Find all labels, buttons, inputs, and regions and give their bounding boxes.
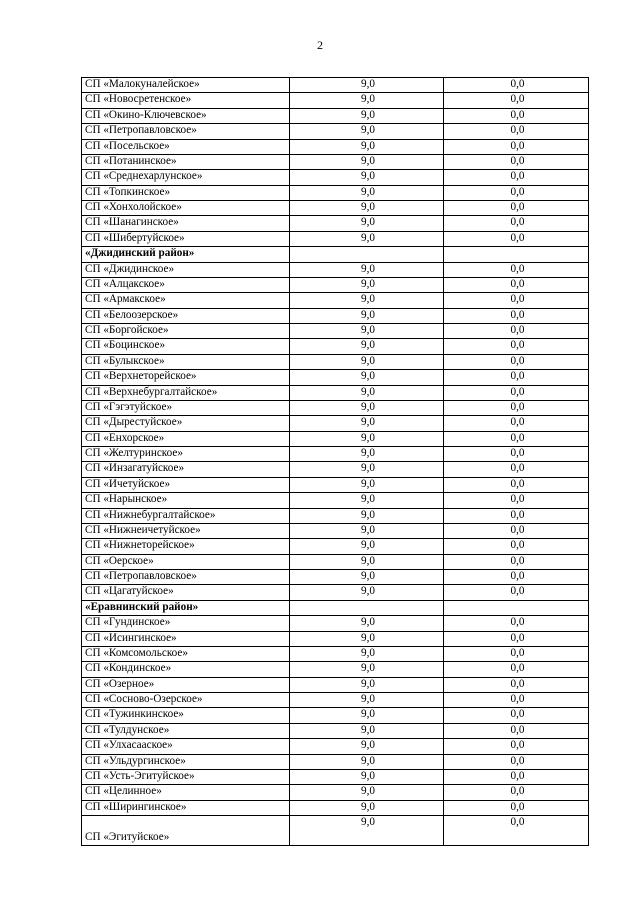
value-2-cell: 0,0 [444,662,589,677]
value-1-cell: 9,0 [290,170,444,185]
value-1-cell: 9,0 [290,816,444,846]
value-2-cell: 0,0 [444,385,589,400]
table-row [82,324,589,339]
table-row [82,769,589,784]
table-row [82,139,589,154]
value-1-cell: 9,0 [290,293,444,308]
value-2-cell: 0,0 [444,570,589,585]
value-2-cell: 0,0 [444,677,589,692]
settlement-name-cell: СП «Кондинское» [82,662,290,677]
settlement-name-cell: СП «Нижнеторейское» [82,539,290,554]
table-row [82,677,589,692]
value-1-cell: 9,0 [290,462,444,477]
value-2-cell: 0,0 [444,170,589,185]
value-1-cell: 9,0 [290,554,444,569]
settlement-name-cell: СП «Боцинское» [82,339,290,354]
value-1-cell: 9,0 [290,662,444,677]
settlement-name-cell: СП «Потанинское» [82,154,290,169]
value-1-cell: 9,0 [290,324,444,339]
settlement-name-cell: СП «Петропавловское» [82,124,290,139]
settlement-name-cell: СП «Окино-Ключевское» [82,108,290,123]
settlement-name-cell: СП «Боргойское» [82,324,290,339]
value-1-cell: 9,0 [290,354,444,369]
settlement-name-cell: СП «Исингинское» [82,631,290,646]
table-row [82,185,589,200]
value-1-cell: 9,0 [290,769,444,784]
settlement-name-cell: СП «Оерское» [82,554,290,569]
settlement-name-cell: СП «Ульдургинское» [82,754,290,769]
settlement-name-cell: СП «Нарынское» [82,493,290,508]
table-row [82,293,589,308]
settlement-name-cell: СП «Енхорское» [82,431,290,446]
value-1-cell: 9,0 [290,93,444,108]
value-1-cell: 9,0 [290,677,444,692]
settlement-name-cell: СП «Озерное» [82,677,290,692]
value-2-cell: 0,0 [444,400,589,415]
value-2-cell: 0,0 [444,293,589,308]
value-2-cell: 0,0 [444,108,589,123]
value-2-cell: 0,0 [444,231,589,246]
value-1-cell: 9,0 [290,616,444,631]
settlement-name-cell: СП «Верхнебургалтайское» [82,385,290,400]
value-2-cell: 0,0 [444,631,589,646]
table-row [82,154,589,169]
value-1-cell: 9,0 [290,754,444,769]
settlement-name-cell: СП «Тужинкинское» [82,708,290,723]
value-2-cell: 0,0 [444,739,589,754]
table-row [82,231,589,246]
value-1-cell: 9,0 [290,154,444,169]
value-2-cell: 0,0 [444,816,589,846]
value-2-cell: 0,0 [444,493,589,508]
value-2-cell: 0,0 [444,800,589,815]
value-2-cell: 0,0 [444,754,589,769]
table-row [82,539,589,554]
settlement-name-cell: СП «Эгитуйское» [82,816,290,846]
value-1-cell: 9,0 [290,124,444,139]
table-row [82,124,589,139]
value-1-cell: 9,0 [290,262,444,277]
table-row [82,370,589,385]
value-1-cell: 9,0 [290,739,444,754]
value-1-cell: 9,0 [290,277,444,292]
table-row [82,447,589,462]
value-2-cell: 0,0 [444,508,589,523]
settlement-name-cell: СП «Нижнеичетуйское» [82,523,290,538]
table-row [82,108,589,123]
value-2-cell: 0,0 [444,216,589,231]
value-1-cell: 9,0 [290,631,444,646]
value-1-cell: 9,0 [290,185,444,200]
settlement-name-cell: СП «Усть-Эгитуйское» [82,769,290,784]
settlement-name-cell: СП «Верхнеторейское» [82,370,290,385]
settlement-name-cell: СП «Шибертуйское» [82,231,290,246]
value-1-cell: 9,0 [290,785,444,800]
value-1-cell: 9,0 [290,708,444,723]
value-2-cell [444,600,589,615]
value-2-cell: 0,0 [444,769,589,784]
value-2-cell: 0,0 [444,785,589,800]
value-2-cell: 0,0 [444,539,589,554]
value-2-cell: 0,0 [444,523,589,538]
table-row [82,354,589,369]
value-2-cell: 0,0 [444,554,589,569]
value-2-cell: 0,0 [444,708,589,723]
value-1-cell: 9,0 [290,308,444,323]
value-2-cell: 0,0 [444,201,589,216]
value-2-cell: 0,0 [444,723,589,738]
value-2-cell: 0,0 [444,154,589,169]
settlement-name-cell: СП «Дырестуйское» [82,416,290,431]
settlement-name-cell: СП «Джидинское» [82,262,290,277]
table-row [82,739,589,754]
settlement-name-cell: СП «Новосретенское» [82,93,290,108]
settlement-name-cell: СП «Ичетуйское» [82,477,290,492]
value-2-cell: 0,0 [444,462,589,477]
value-1-cell: 9,0 [290,231,444,246]
value-2-cell: 0,0 [444,324,589,339]
value-2-cell: 0,0 [444,646,589,661]
table-row [82,708,589,723]
settlement-name-cell: СП «Шанагинское» [82,216,290,231]
table-row [82,201,589,216]
settlement-name-cell: СП «Сосново-Озерское» [82,693,290,708]
settlements-rate-table [81,77,589,846]
value-2-cell: 0,0 [444,585,589,600]
settlement-name-cell: СП «Желтуринское» [82,447,290,462]
district-name-cell: «Еравнинский район» [82,600,290,615]
value-1-cell: 9,0 [290,539,444,554]
table-row [82,277,589,292]
value-1-cell: 9,0 [290,339,444,354]
value-2-cell: 0,0 [444,93,589,108]
settlement-name-cell: СП «Целинное» [82,785,290,800]
value-1-cell: 9,0 [290,493,444,508]
table-row [82,78,589,93]
value-2-cell: 0,0 [444,431,589,446]
table-row [82,216,589,231]
value-1-cell: 9,0 [290,370,444,385]
value-2-cell: 0,0 [444,277,589,292]
settlement-name-cell: СП «Армакское» [82,293,290,308]
value-2-cell: 0,0 [444,124,589,139]
table-row [82,477,589,492]
value-1-cell: 9,0 [290,508,444,523]
settlement-name-cell: СП «Петропавловское» [82,570,290,585]
table-row [82,631,589,646]
table-section-row [82,247,589,262]
value-1-cell: 9,0 [290,477,444,492]
settlement-name-cell: СП «Белоозерское» [82,308,290,323]
table-section-row [82,600,589,615]
table-row [82,339,589,354]
value-1-cell: 9,0 [290,216,444,231]
value-2-cell: 0,0 [444,308,589,323]
value-1-cell: 9,0 [290,431,444,446]
value-2-cell: 0,0 [444,693,589,708]
settlement-name-cell: СП «Булыкское» [82,354,290,369]
value-2-cell: 0,0 [444,185,589,200]
settlement-name-cell: СП «Топкинское» [82,185,290,200]
table-row [82,693,589,708]
table-row [82,431,589,446]
value-2-cell: 0,0 [444,416,589,431]
page-number: 2 [317,38,323,52]
settlement-name-cell: СП «Улхасаaское» [82,739,290,754]
settlement-name-cell: СП «Посельское» [82,139,290,154]
value-2-cell [444,247,589,262]
value-1-cell: 9,0 [290,78,444,93]
table-row [82,554,589,569]
value-1-cell: 9,0 [290,201,444,216]
table-row [82,170,589,185]
settlement-name-cell: СП «Алцакское» [82,277,290,292]
value-1-cell: 9,0 [290,570,444,585]
table-row [82,385,589,400]
table-row [82,523,589,538]
table-row [82,308,589,323]
district-name-cell: «Джидинский район» [82,247,290,262]
table-row [82,508,589,523]
value-2-cell: 0,0 [444,339,589,354]
value-1-cell: 9,0 [290,447,444,462]
table-row [82,646,589,661]
value-2-cell: 0,0 [444,262,589,277]
table-row [82,262,589,277]
value-1-cell: 9,0 [290,723,444,738]
table-row [82,754,589,769]
table-row [82,723,589,738]
value-1-cell: 9,0 [290,523,444,538]
value-1-cell: 9,0 [290,416,444,431]
value-2-cell: 0,0 [444,477,589,492]
table-row [82,93,589,108]
settlement-name-cell: СП «Гундинское» [82,616,290,631]
table-row [82,570,589,585]
value-2-cell: 0,0 [444,447,589,462]
table-row [82,785,589,800]
settlement-name-cell: СП «Хонхолойское» [82,201,290,216]
table-row [82,816,589,846]
settlement-name-cell: СП «Комсомольское» [82,646,290,661]
value-2-cell: 0,0 [444,78,589,93]
value-2-cell: 0,0 [444,370,589,385]
value-2-cell: 0,0 [444,616,589,631]
settlement-name-cell: СП «Ширингинское» [82,800,290,815]
value-2-cell: 0,0 [444,354,589,369]
settlement-name-cell: СП «Тулдунское» [82,723,290,738]
value-1-cell: 9,0 [290,585,444,600]
table-row [82,493,589,508]
value-1-cell [290,247,444,262]
table-row [82,662,589,677]
table-row [82,462,589,477]
settlement-name-cell: СП «Гэгэтуйское» [82,400,290,415]
table-row [82,585,589,600]
settlement-name-cell: СП «Среднехарлунское» [82,170,290,185]
value-1-cell: 9,0 [290,693,444,708]
value-1-cell [290,600,444,615]
value-1-cell: 9,0 [290,108,444,123]
settlement-name-cell: СП «Цагатуйское» [82,585,290,600]
value-1-cell: 9,0 [290,800,444,815]
settlement-name-cell: СП «Инзагатуйское» [82,462,290,477]
value-1-cell: 9,0 [290,400,444,415]
settlement-name-cell: СП «Малокуналейское» [82,78,290,93]
table-row [82,800,589,815]
value-2-cell: 0,0 [444,139,589,154]
value-1-cell: 9,0 [290,385,444,400]
value-1-cell: 9,0 [290,139,444,154]
value-1-cell: 9,0 [290,646,444,661]
settlement-name-cell: СП «Нижнебургалтайское» [82,508,290,523]
table-body [82,78,589,846]
table-row [82,416,589,431]
table-row [82,400,589,415]
table-row [82,616,589,631]
